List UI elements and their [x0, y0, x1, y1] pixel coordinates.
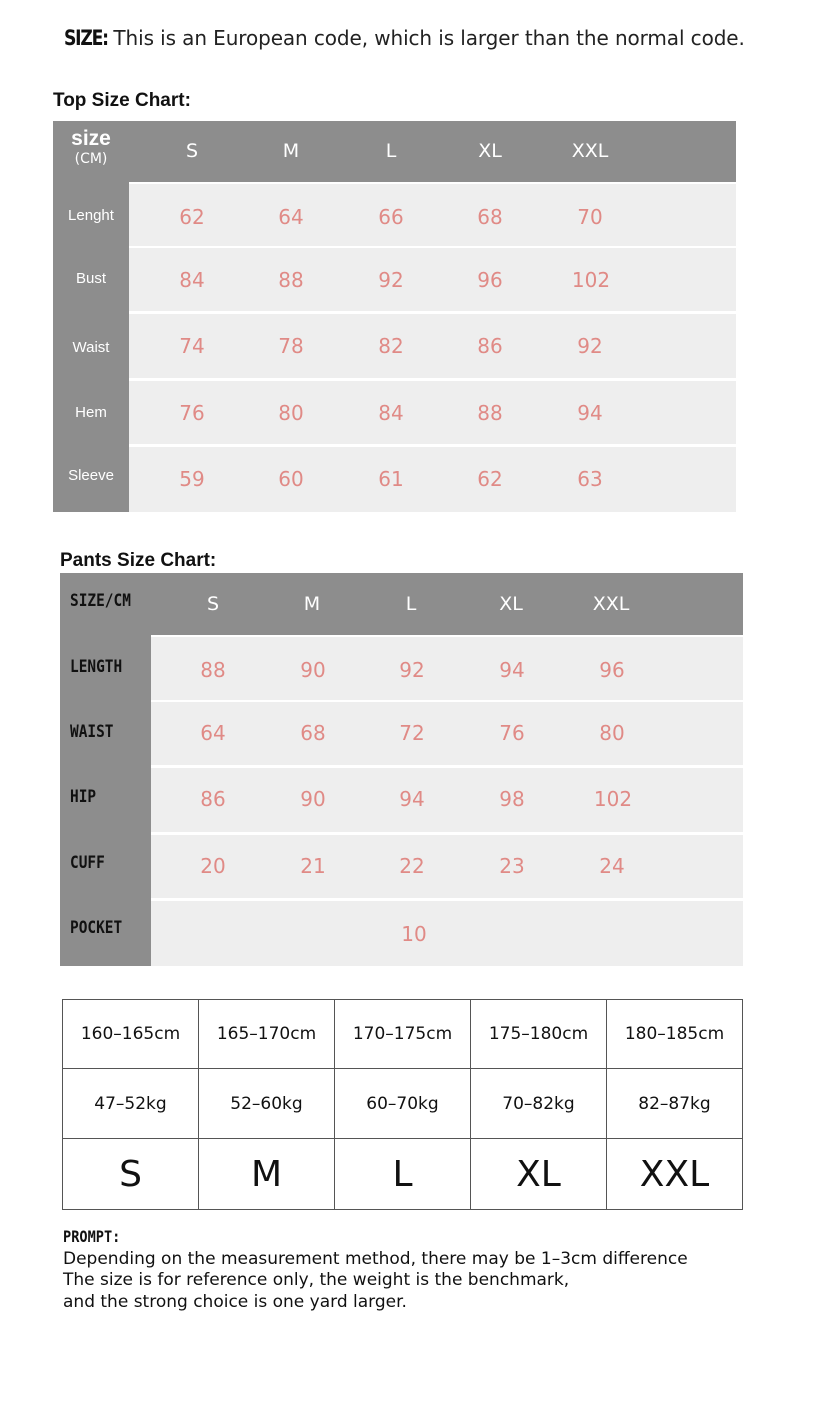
weight-cell: 47–52kg — [63, 1069, 199, 1139]
cell-value: 62 — [477, 467, 503, 491]
cell-value: 96 — [477, 268, 503, 292]
cell-value: 70 — [577, 205, 603, 229]
cell-value: 92 — [378, 268, 404, 292]
top-size-chart — [53, 121, 736, 512]
row-label-waist: Waist — [72, 339, 110, 356]
size-note-text: This is an European code, which is larger than the normal code. — [113, 26, 745, 50]
cell-value: 94 — [499, 658, 525, 682]
cell-value: 98 — [499, 787, 525, 811]
table-row — [63, 1069, 743, 1139]
prompt-title: PROMPT: — [63, 1227, 121, 1246]
cell-value: 64 — [278, 205, 304, 229]
size-header-l: L — [385, 140, 397, 162]
height-weight-size-table — [62, 999, 743, 1210]
height-cell: 165–170cm — [199, 1000, 335, 1069]
cell-value: 92 — [577, 334, 603, 358]
size-header-xxl: XXL — [571, 140, 609, 162]
size-header-s: S — [206, 593, 220, 615]
cell-value: 74 — [179, 334, 205, 358]
cell-value: 84 — [179, 268, 205, 292]
cell-value: 66 — [378, 205, 404, 229]
size-note — [64, 26, 745, 51]
row-label-cuff: CUFF — [70, 853, 105, 873]
cell-value: 76 — [179, 401, 205, 425]
cell-value: 68 — [477, 205, 503, 229]
table-row — [63, 1000, 743, 1069]
height-cell: 175–180cm — [471, 1000, 607, 1069]
cell-value: 21 — [300, 854, 326, 878]
size-header-l: L — [405, 593, 417, 615]
cell-value: 86 — [477, 334, 503, 358]
height-cell: 180–185cm — [607, 1000, 743, 1069]
cell-value: 80 — [278, 401, 304, 425]
weight-cell: 60–70kg — [335, 1069, 471, 1139]
top-chart-title: Top Size Chart: — [53, 90, 191, 111]
cell-value: 23 — [499, 854, 525, 878]
pants-chart-corner: SIZE/CM — [70, 591, 131, 611]
table-row — [63, 1139, 743, 1210]
cell-value: 82 — [378, 334, 404, 358]
size-cell: XXL — [607, 1139, 743, 1210]
cell-value: 96 — [599, 658, 625, 682]
pants-chart-title: Pants Size Chart: — [60, 550, 217, 571]
size-header-xl: XL — [478, 140, 502, 162]
weight-cell: 82–87kg — [607, 1069, 743, 1139]
size-cell: L — [335, 1139, 471, 1210]
height-cell: 160–165cm — [63, 1000, 199, 1069]
cell-value: 10 — [401, 922, 427, 946]
row-label-pocket: POCKET — [70, 918, 123, 938]
cell-value: 102 — [571, 268, 611, 292]
cell-value: 64 — [200, 721, 226, 745]
size-header-xl: XL — [499, 593, 523, 615]
cell-value: 20 — [200, 854, 226, 878]
pants-size-chart — [60, 573, 743, 966]
row-label-length: LENGTH — [70, 657, 123, 677]
cell-value: 88 — [278, 268, 304, 292]
cell-value: 90 — [300, 658, 326, 682]
cell-value: 80 — [599, 721, 625, 745]
cell-value: 88 — [477, 401, 503, 425]
row-label-length: Lenght — [68, 207, 114, 224]
corner-label: size — [71, 127, 111, 150]
prompt-section — [63, 1226, 688, 1313]
cell-value: 68 — [300, 721, 326, 745]
prompt-line: The size is for reference only, the weight is the benchmark, — [63, 1270, 570, 1290]
row-label-hip: HIP — [70, 787, 97, 807]
cell-value: 94 — [577, 401, 603, 425]
cell-value: 61 — [378, 467, 404, 491]
cell-value: 72 — [399, 721, 425, 745]
row-label-hem: Hem — [75, 404, 107, 421]
row-label-bust: Bust — [75, 270, 106, 287]
cell-value: 24 — [599, 854, 625, 878]
size-header-m: M — [282, 140, 300, 162]
prompt-line: and the strong choice is one yard larger. — [63, 1291, 407, 1312]
weight-cell: 52–60kg — [199, 1069, 335, 1139]
size-cell: M — [199, 1139, 335, 1210]
row-label-sleeve: Sleeve — [68, 467, 114, 484]
cell-value: 78 — [278, 334, 304, 358]
size-header-m: M — [303, 593, 321, 615]
cell-value: 63 — [577, 467, 603, 491]
cell-value: 22 — [399, 854, 425, 878]
cell-value: 76 — [499, 721, 525, 745]
cell-value: 92 — [399, 658, 425, 682]
cell-value: 90 — [300, 787, 326, 811]
cell-value: 62 — [179, 205, 205, 229]
corner-unit: (CM) — [74, 151, 108, 167]
size-cell: XL — [471, 1139, 607, 1210]
cell-value: 84 — [378, 401, 404, 425]
prompt-line: Depending on the measurement method, there may be 1–3cm difference — [63, 1248, 688, 1269]
cell-value: 88 — [200, 658, 226, 682]
row-label-waist: WAIST — [70, 722, 114, 742]
weight-cell: 70–82kg — [471, 1069, 607, 1139]
top-chart-corner — [53, 127, 129, 167]
cell-value: 60 — [278, 467, 304, 491]
cell-value: 86 — [200, 787, 226, 811]
size-header-s: S — [185, 140, 199, 162]
size-cell: S — [63, 1139, 199, 1210]
cell-value: 59 — [179, 467, 205, 491]
size-note-label: SIZE: — [64, 26, 108, 50]
height-cell: 170–175cm — [335, 1000, 471, 1069]
size-header-xxl: XXL — [592, 593, 630, 615]
cell-value: 94 — [399, 787, 425, 811]
cell-value: 102 — [593, 787, 633, 811]
